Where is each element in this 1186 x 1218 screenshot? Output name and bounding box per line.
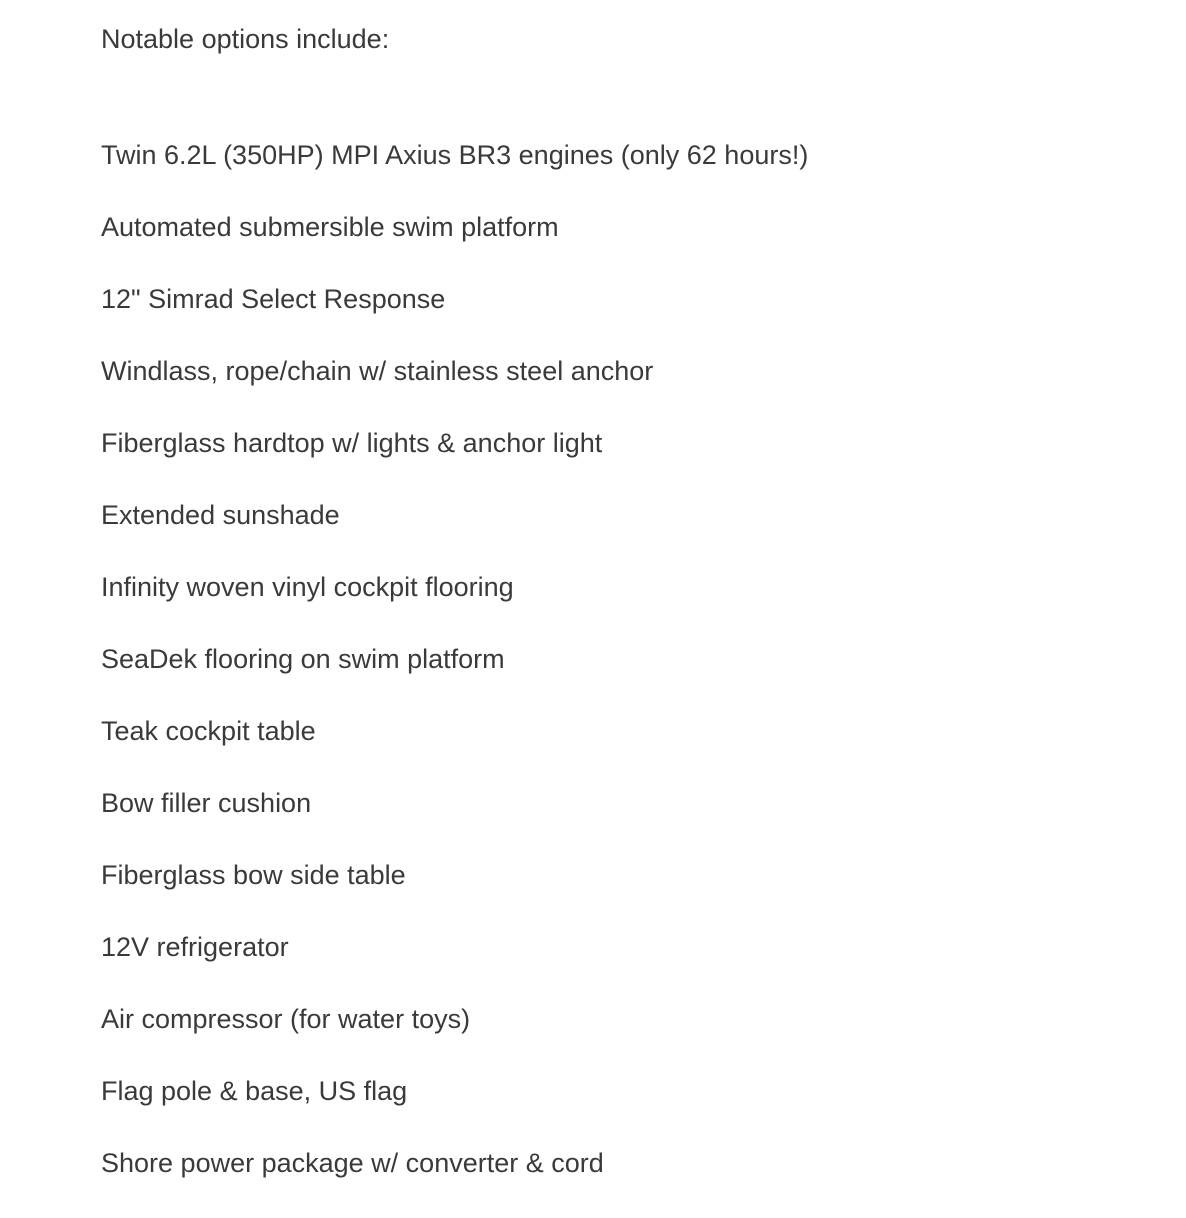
options-list	[101, 138, 808, 1218]
intro-text: Notable options include:	[101, 24, 390, 54]
option-item-hardtop: Fiberglass hardtop w/ lights & anchor light	[101, 428, 603, 458]
option-item-air-compressor: Air compressor (for water toys)	[101, 1004, 471, 1034]
option-item-sunshade: Extended sunshade	[101, 500, 340, 530]
option-item-seadek: SeaDek flooring on swim platform	[101, 644, 505, 674]
option-item-flag-pole: Flag pole & base, US flag	[101, 1076, 408, 1106]
option-item-engines: Twin 6.2L (350HP) MPI Axius BR3 engines (only 62 hours!)	[101, 140, 809, 170]
option-item-swim-platform: Automated submersible swim platform	[101, 212, 559, 242]
option-item-shore-power: Shore power package w/ converter & cord	[101, 1148, 604, 1178]
option-item-refrigerator: 12V refrigerator	[101, 932, 289, 962]
option-item-bow-cushion: Bow filler cushion	[101, 788, 312, 818]
option-item-teak-table: Teak cockpit table	[101, 716, 316, 746]
option-item-windlass: Windlass, rope/chain w/ stainless steel anchor	[101, 356, 654, 386]
option-item-bow-table: Fiberglass bow side table	[101, 860, 406, 890]
option-item-simrad: 12" Simrad Select Response	[101, 284, 446, 314]
option-item-cockpit-flooring: Infinity woven vinyl cockpit flooring	[101, 572, 514, 602]
